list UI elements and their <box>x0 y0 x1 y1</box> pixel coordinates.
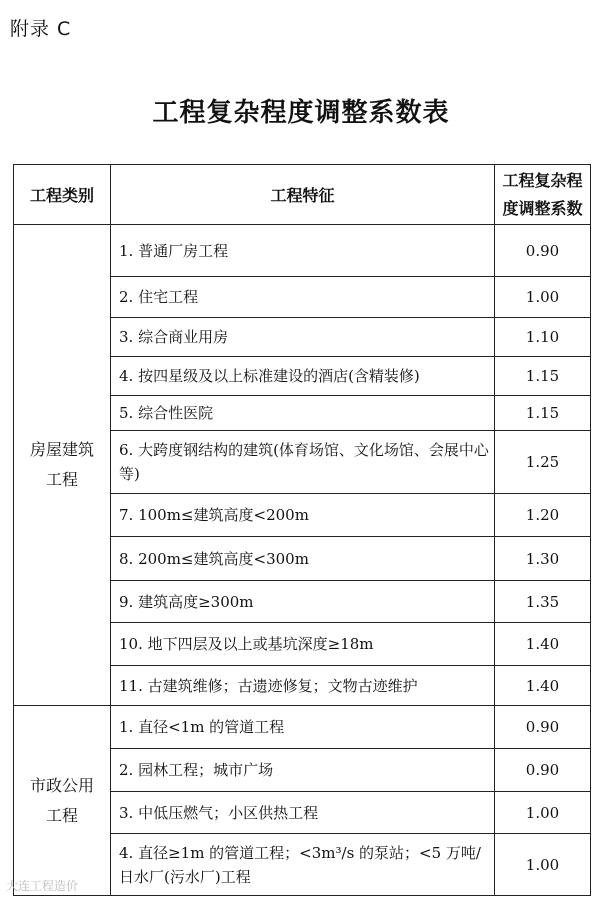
coefficient-cell: 1.40 <box>495 666 591 706</box>
header-feature: 工程特征 <box>111 165 495 225</box>
header-coefficient-line2: 度调整系数 <box>502 198 583 218</box>
coefficient-cell: 0.90 <box>495 225 591 277</box>
coefficient-cell: 0.90 <box>495 706 591 749</box>
table-row <box>14 706 591 749</box>
category-line2: 工程 <box>45 470 78 489</box>
feature-cell: 2. 园林工程；城市广场 <box>111 749 495 792</box>
feature-cell: 7. 100m≤建筑高度<200m <box>111 494 495 537</box>
feature-cell: 5. 综合性医院 <box>111 396 495 431</box>
coefficient-cell: 1.20 <box>495 494 591 537</box>
coefficient-cell: 1.15 <box>495 396 591 431</box>
table-row <box>14 225 591 277</box>
feature-cell: 3. 综合商业用房 <box>111 318 495 357</box>
coefficient-cell: 1.35 <box>495 581 591 623</box>
coefficient-table <box>13 164 591 896</box>
coefficient-cell: 1.25 <box>495 431 591 494</box>
category-cell-municipal <box>14 706 111 896</box>
coefficient-cell: 0.90 <box>495 749 591 792</box>
feature-cell: 1. 普通厂房工程 <box>111 225 495 277</box>
header-category: 工程类别 <box>14 165 111 225</box>
header-coefficient <box>495 165 591 225</box>
feature-cell: 1. 直径<1m 的管道工程 <box>111 706 495 749</box>
category-line1: 市政公用 <box>29 775 94 795</box>
coefficient-cell: 1.15 <box>495 357 591 396</box>
feature-cell: 4. 直径≥1m 的管道工程；<3m³/s 的泵站；<5 万吨/日水厂(污水厂)工程 <box>111 834 495 896</box>
watermark: 大连工程造价 <box>6 879 79 893</box>
feature-cell: 3. 中低压燃气；小区供热工程 <box>111 792 495 834</box>
feature-cell: 6. 大跨度钢结构的建筑(体育场馆、文化场馆、会展中心等) <box>111 431 495 494</box>
feature-cell: 4. 按四星级及以上标准建设的酒店(含精装修) <box>111 357 495 396</box>
feature-cell: 2. 住宅工程 <box>111 277 495 318</box>
header-coefficient-line1: 工程复杂程 <box>502 170 583 190</box>
feature-cell: 11. 古建筑维修；古遗迹修复；文物古迹维护 <box>111 666 495 706</box>
coefficient-cell: 1.00 <box>495 277 591 318</box>
coefficient-cell: 1.00 <box>495 792 591 834</box>
coefficient-cell: 1.00 <box>495 834 591 896</box>
category-line2: 工程 <box>45 805 78 825</box>
table-title: 工程复杂程度调整系数表 <box>152 98 450 128</box>
feature-cell: 10. 地下四层及以上或基坑深度≥18m <box>111 623 495 666</box>
feature-cell: 9. 建筑高度≥300m <box>111 581 495 623</box>
table-header-row <box>14 165 591 225</box>
category-line1: 房屋建筑 <box>29 440 94 459</box>
feature-cell: 8. 200m≤建筑高度<300m <box>111 537 495 581</box>
appendix-label: 附录 C <box>10 18 72 40</box>
coefficient-cell: 1.10 <box>495 318 591 357</box>
coefficient-cell: 1.40 <box>495 623 591 666</box>
category-cell-building <box>14 225 111 706</box>
coefficient-cell: 1.30 <box>495 537 591 581</box>
